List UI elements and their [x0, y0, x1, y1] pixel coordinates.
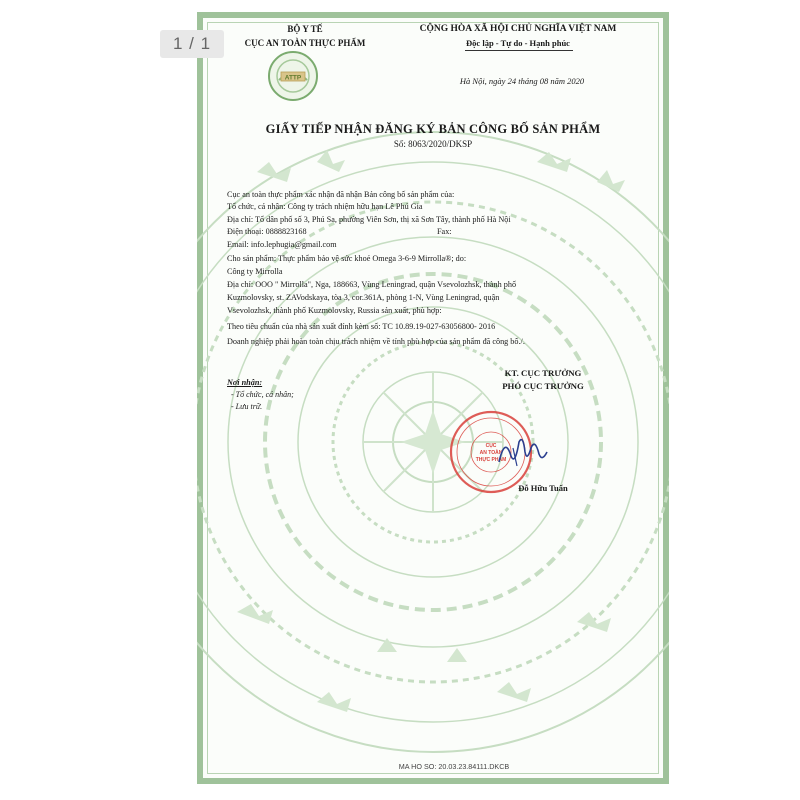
address-line: Địa chỉ: Tổ dân phố số 3, Phú Sa, phường Viên Sơn, thị xã Sơn Tây, thành phố Hà Nội: [227, 215, 511, 224]
issue-date: Hà Nội, ngày 24 tháng 08 năm 2020: [459, 76, 585, 86]
page-indicator: 1 / 1: [160, 30, 224, 58]
signature-title: KT. CỤC TRƯỞNG: [504, 368, 582, 378]
responsibility-line: Doanh nghiệp phải hoàn toàn chịu trách nhiệm về tính phù hợp của sản phẩm đã công bố./.: [227, 337, 525, 346]
department-name: CỤC AN TOÀN THỰC PHẨM: [244, 38, 366, 48]
motto-underline: [465, 50, 573, 51]
recipient-item: - Lưu trữ.: [231, 402, 263, 411]
manufacturer-address-line: Vsevolozhsk, thành phố Kuzmolovsky, Russia sản xuất, phù hợp:: [227, 306, 442, 315]
fax-line: Fax:: [437, 227, 452, 236]
recipients-label: Nơi nhận:: [227, 378, 263, 387]
svg-text:THỰC PHẨM: THỰC PHẨM: [475, 457, 507, 463]
svg-text:CỤC: CỤC: [485, 443, 497, 449]
svg-text:ATTP: ATTP: [284, 74, 302, 82]
product-line: Cho sản phẩm: Thực phẩm bảo vệ sức khoẻ Omega 3-6-9 Mirrolla®; do:: [227, 254, 467, 263]
manufacturer-address-line: Kuzmolovsky, st. ZAVodskaya, tòa 3, cor.361A, phòng 1-N, Vùng Leningrad, quận: [227, 293, 500, 302]
email-line: Email: info.lephugia@gmail.com: [227, 240, 337, 249]
signature-subtitle: PHÓ CỤC TRƯỞNG: [502, 381, 584, 391]
food-safety-logo: [267, 50, 319, 102]
standard-line: Theo tiêu chuẩn của nhà sản xuất đính kèm số: TC 10.89.19-027-63056800- 2016: [227, 322, 496, 331]
manufacturer-address-line: Địa chỉ: OOO " Mirrolla", Nga, 188663, Vùng Leningrad, quận Vsevolozhsk, thành phố: [227, 280, 517, 289]
document-number: Số: 8063/2020/DKSP: [393, 139, 473, 149]
ministry-name: BỘ Y TẾ: [287, 24, 323, 34]
document-title: GIẤY TIẾP NHẬN ĐĂNG KÝ BẢN CÔNG BỐ SẢN PHẨM: [265, 122, 601, 136]
svg-text:AN TOÀN: AN TOÀN: [479, 450, 503, 456]
organization-line: Tổ chức, cá nhân: Công ty trách nhiệm hữu hạn Lê Phú Gia: [227, 202, 423, 211]
certificate-document: [197, 12, 669, 784]
phone-line: Điện thoại: 0888823168: [227, 227, 307, 236]
handwritten-signature: [493, 432, 563, 472]
signer-name: Đỗ Hữu Tuấn: [518, 483, 568, 493]
country-name: CỘNG HÒA XÃ HỘI CHỦ NGHĨA VIỆT NAM: [419, 24, 617, 34]
manufacturer-line: Công ty Mirrolla: [227, 267, 283, 276]
dossier-code: MA HO SO: 20.03.23.84111.DKCB: [398, 762, 510, 771]
national-motto: Độc lập - Tự do - Hạnh phúc: [466, 38, 570, 48]
recipient-item: - Tổ chức, cá nhân;: [231, 390, 294, 399]
intro-line: Cục an toàn thực phẩm xác nhận đã nhận Bản công bố sản phẩm của:: [227, 190, 455, 199]
